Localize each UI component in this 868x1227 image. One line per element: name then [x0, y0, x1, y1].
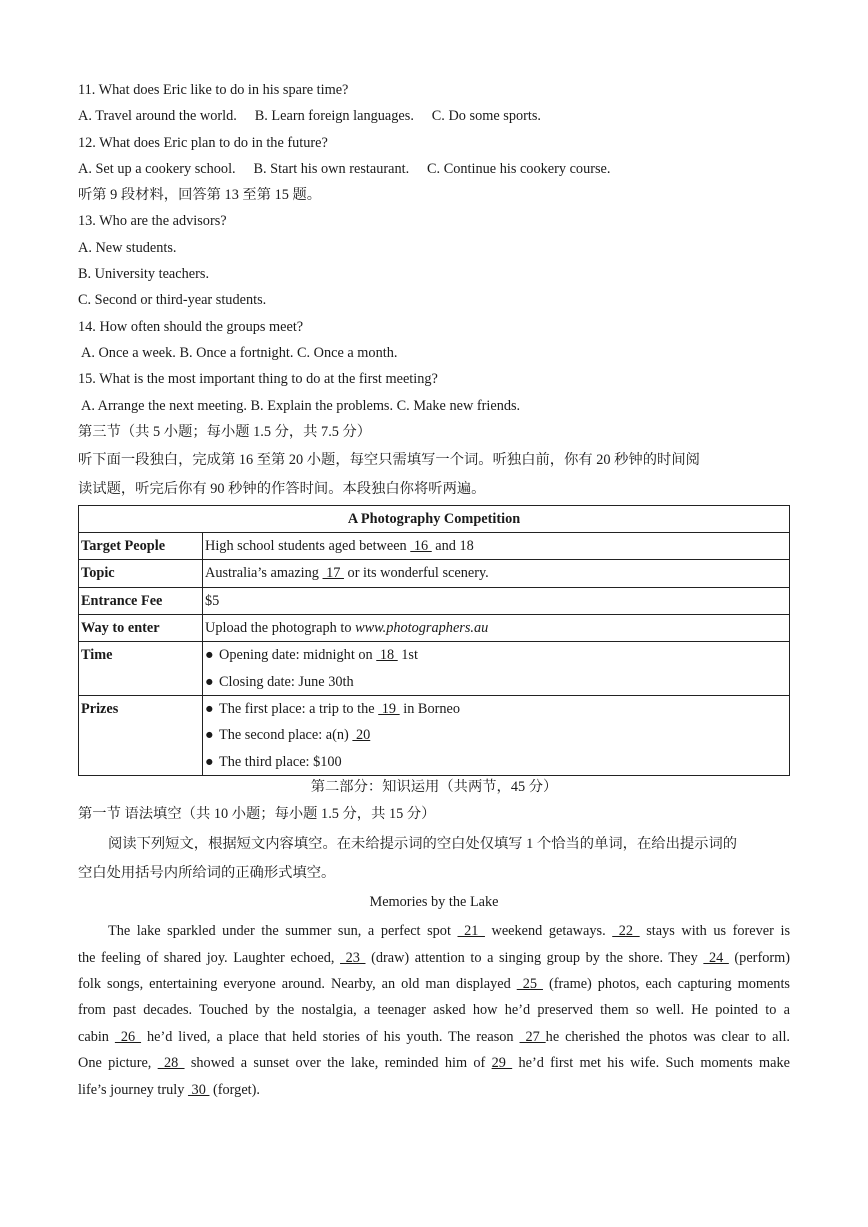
row-key-way-to-enter: Way to enter [79, 615, 203, 642]
blank-17: 17 [322, 565, 344, 582]
grammar-instruction-line-2: 空白处用括号内所给词的正确形式填空。 [78, 864, 336, 881]
grammar-instruction-line-1: 阅读下列短文，根据短文内容填空。在未给提示词的空白处仅填写 1 个恰当的单词，在给出提示词的 [108, 835, 738, 852]
table-title: A Photography Competition [79, 505, 790, 532]
value-text: and 18 [431, 538, 474, 555]
passage-line: the feeling of shared joy. Laughter echoed, 23 (draw) attention to a singing group by the shore. They 24 (perform) [78, 949, 790, 966]
question-13-option-c: C. Second or third-year students. [78, 292, 267, 309]
blank-22: 22 [612, 923, 640, 940]
passage-line: folk songs, entertaining everyone around. Nearby, an old man displayed 25 (frame) photos, each capturing moments [78, 975, 790, 992]
bullet-item [205, 749, 787, 775]
question-14: 14. How often should the groups meet? [78, 318, 304, 335]
question-13-option-b: B. University teachers. [78, 266, 210, 283]
row-key-topic: Topic [79, 560, 203, 587]
question-15: 15. What is the most important thing to do at the first meeting? [78, 371, 438, 388]
passage-line: life’s journey truly 30 (forget). [78, 1081, 260, 1098]
blank-23: 23 [340, 949, 366, 966]
question-12: 12. What does Eric plan to do in the future? [78, 134, 328, 151]
part-2-heading: 第二部分：知识运用（共两节，45 分） [310, 778, 558, 795]
bullet-item [205, 642, 787, 668]
row-value-entrance-fee: $5 [203, 587, 790, 614]
blank-29: 29 [491, 1055, 513, 1072]
exam-page [78, 80, 790, 1103]
bullet-item [205, 722, 787, 748]
passage-line: from past decades. Touched by the nostalgia, a teenager asked how he’d preserved them so well. He pointed to a [78, 1002, 790, 1019]
part-3-instruction-line-2: 读试题，听完后你有 90 秒钟的作答时间。本段独白你将听两遍。 [78, 480, 486, 497]
row-value-time [203, 642, 790, 696]
blank-26: 26 [114, 1028, 142, 1045]
passage-title: Memories by the Lake [369, 893, 499, 910]
table-row [79, 695, 790, 775]
table-row [79, 560, 790, 587]
question-11-options: A. Travel around the world. B. Learn foreign languages. C. Do some sports. [78, 108, 541, 125]
passage-line: One picture, 28 showed a sunset over the lake, reminded him of 29 he’d first met his wife. Such moments make [78, 1055, 790, 1072]
blank-30: 30 [187, 1081, 210, 1098]
bullet-icon: ● [205, 753, 214, 770]
value-text: The second place: a(n) [219, 727, 353, 744]
section-9-instruction: 听第 9 段材料，回答第 13 至第 15 题。 [78, 187, 322, 204]
bullet-icon: ● [205, 673, 214, 690]
question-13: 13. Who are the advisors? [78, 213, 227, 230]
blank-25: 25 [516, 975, 543, 992]
blank-28: 28 [157, 1055, 185, 1072]
table-title-row [79, 505, 790, 532]
value-text: Closing date: June 30th [219, 673, 354, 690]
row-key-target-people: Target People [79, 533, 203, 560]
row-key-entrance-fee: Entrance Fee [79, 587, 203, 614]
value-text: or its wonderful scenery. [343, 565, 489, 582]
section-1-title: 第一节 语法填空（共 10 小题；每小题 1.5 分，共 15 分） [78, 805, 436, 822]
part-3-title: 第三节（共 5 小题；每小题 1.5 分，共 7.5 分） [78, 423, 372, 440]
passage-line: cabin 26 he’d lived, a place that held stories of his youth. The reason 27 he cherished the photos was clear to all. [78, 1028, 790, 1045]
blank-27: 27 [519, 1028, 546, 1045]
value-text: The first place: a trip to the [219, 700, 379, 717]
row-value-topic [203, 560, 790, 587]
competition-table [78, 505, 790, 776]
table-row [79, 642, 790, 696]
row-value-way-to-enter [203, 615, 790, 642]
row-value-target-people [203, 533, 790, 560]
table-row [79, 533, 790, 560]
blank-24: 24 [703, 949, 729, 966]
bullet-item [205, 669, 787, 695]
value-text: Opening date: midnight on [219, 647, 377, 664]
question-12-options: A. Set up a cookery school. B. Start his own restaurant. C. Continue his cookery course. [78, 160, 611, 177]
bullet-icon: ● [205, 700, 214, 717]
bullet-icon: ● [205, 727, 214, 744]
question-13-option-a: A. New students. [78, 239, 177, 256]
blank-18: 18 [376, 647, 398, 664]
blank-16: 16 [410, 538, 432, 555]
question-11: 11. What does Eric like to do in his spare time? [78, 82, 349, 98]
value-text: High school students aged between [205, 538, 411, 555]
row-key-prizes: Prizes [79, 695, 203, 775]
value-text: in Borneo [399, 700, 461, 717]
bullet-icon: ● [205, 647, 214, 664]
value-text: Australia’s amazing [205, 565, 323, 582]
value-text: Upload the photograph to [205, 620, 356, 637]
bullet-item [205, 696, 787, 722]
table-row [79, 615, 790, 642]
passage-line: The lake sparkled under the summer sun, a perfect spot 21 weekend getaways. 22 stays with us forever is [108, 923, 791, 940]
blank-21: 21 [457, 923, 485, 940]
part-3-instruction-line-1: 听下面一段独白，完成第 16 至第 20 小题，每空只需填写一个词。听独白前，你有 20 秒钟的时间阅 [78, 451, 700, 468]
question-14-options: A. Once a week. B. Once a fortnight. C. Once a month. [81, 344, 398, 361]
website-url: www.photographers.au [355, 620, 489, 637]
table-row [79, 587, 790, 614]
blank-20: 20 [352, 727, 371, 744]
row-key-time: Time [79, 642, 203, 696]
value-text: 1st [397, 647, 418, 664]
question-15-options: A. Arrange the next meeting. B. Explain the problems. C. Make new friends. [81, 397, 521, 414]
value-text: The third place: $100 [219, 753, 342, 770]
blank-19: 19 [378, 700, 400, 717]
passage-body [78, 918, 790, 1103]
row-value-prizes [203, 695, 790, 775]
